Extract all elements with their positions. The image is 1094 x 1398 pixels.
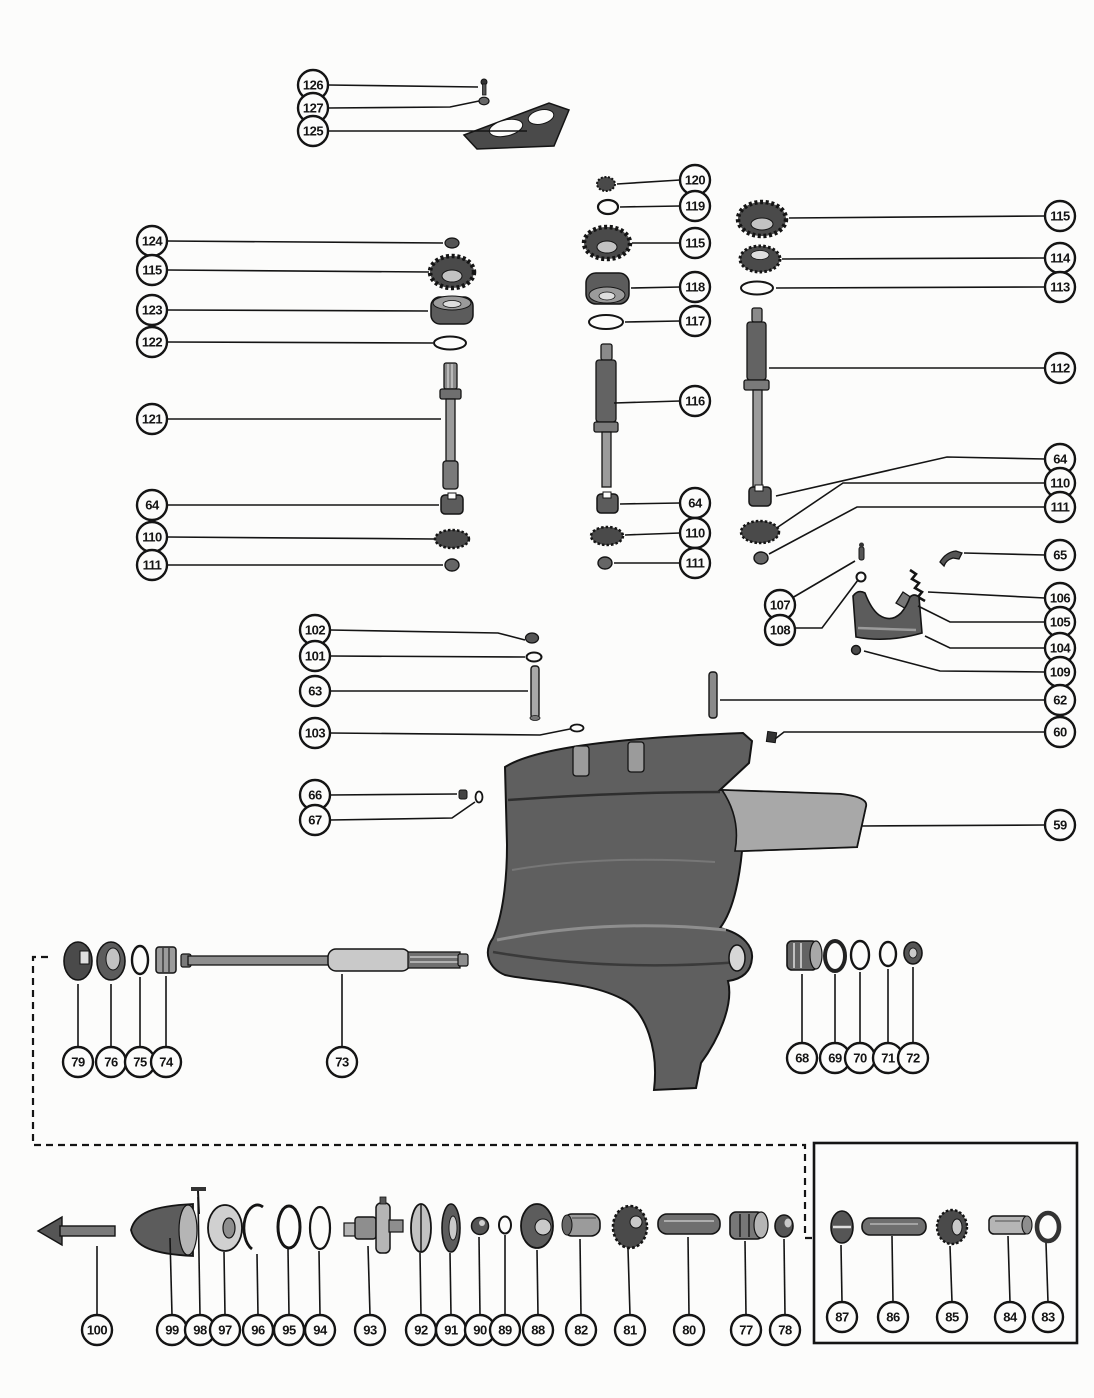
leader-line xyxy=(420,1253,421,1315)
callout-72 xyxy=(898,967,928,1073)
callout-118 xyxy=(631,272,710,302)
part-nut-center xyxy=(597,177,615,191)
callout-label: 83 xyxy=(1041,1309,1055,1325)
leader-line xyxy=(776,457,1045,496)
callout-97 xyxy=(210,1252,240,1345)
part-pin-long-inset xyxy=(862,1218,926,1235)
callout-label: 113 xyxy=(1050,279,1070,295)
callout-89 xyxy=(490,1235,520,1345)
callout-label: 64 xyxy=(688,495,702,511)
part-spring-retainer xyxy=(940,551,962,566)
callout-59 xyxy=(861,810,1075,840)
callout-label: 76 xyxy=(104,1054,118,1070)
leader-line xyxy=(918,606,1045,622)
callout-127 xyxy=(298,93,479,123)
leader-line xyxy=(620,206,680,207)
leader-line xyxy=(631,287,680,288)
leader-line xyxy=(580,1239,581,1315)
callout-label: 108 xyxy=(769,622,791,638)
leader-line xyxy=(928,592,1045,598)
callout-label: 102 xyxy=(304,622,326,638)
callout-84 xyxy=(995,1236,1025,1332)
callout-label: 97 xyxy=(218,1322,232,1338)
part-driveshaft-right xyxy=(744,308,769,487)
callout-label: 110 xyxy=(142,529,162,545)
leader-line xyxy=(167,241,443,243)
callout-122 xyxy=(137,327,433,357)
part-ring-tiny xyxy=(499,1217,511,1234)
callout-label: 112 xyxy=(1050,360,1070,376)
part-shaft-pin-long xyxy=(658,1214,720,1234)
leader-line xyxy=(892,1236,893,1302)
leader-line xyxy=(224,1252,225,1315)
callout-label: 126 xyxy=(302,77,324,93)
callout-label: 125 xyxy=(302,123,324,139)
callout-117 xyxy=(625,306,710,336)
part-oring-center xyxy=(589,315,623,329)
callout-label: 79 xyxy=(71,1054,85,1070)
callout-label: 94 xyxy=(313,1322,327,1338)
leader-line xyxy=(330,802,475,820)
part-shift-cam-bracket xyxy=(853,592,922,640)
part-pinion-nut-left xyxy=(445,238,459,248)
part-bushing-a xyxy=(562,1214,600,1236)
callout-label: 91 xyxy=(444,1322,458,1338)
part-carrier-bearing xyxy=(730,1212,768,1239)
part-thrust-washer-b xyxy=(442,1204,460,1252)
callout-67 xyxy=(300,802,475,835)
part-dowel-pin-right xyxy=(709,672,717,718)
callout-label: 115 xyxy=(685,235,705,251)
callout-label: 85 xyxy=(945,1309,959,1325)
part-detent-small xyxy=(472,1218,489,1235)
part-retainer-nut-right xyxy=(754,552,768,564)
callout-label: 62 xyxy=(1053,692,1067,708)
callout-68 xyxy=(787,974,817,1073)
callout-93 xyxy=(355,1246,385,1345)
callout-62 xyxy=(720,685,1075,715)
leader-line xyxy=(330,656,525,657)
callout-82 xyxy=(566,1239,596,1345)
callout-label: 122 xyxy=(141,334,163,350)
prop-shaft-bore xyxy=(729,945,745,971)
callout-label: 89 xyxy=(498,1322,512,1338)
callout-label: 105 xyxy=(1049,614,1071,630)
part-spacer-sleeve xyxy=(156,947,176,973)
leader-line xyxy=(167,310,428,311)
leader-line xyxy=(330,630,525,640)
callout-label: 78 xyxy=(778,1322,792,1338)
callout-60 xyxy=(775,717,1075,747)
leader-line xyxy=(841,1245,842,1302)
part-oring-left xyxy=(434,337,466,350)
callout-109 xyxy=(864,651,1075,687)
callout-label: 90 xyxy=(473,1322,487,1338)
callout-label: 87 xyxy=(835,1309,849,1325)
callout-label: 59 xyxy=(1053,817,1067,833)
part-gasket-plate xyxy=(464,103,569,149)
leader-line xyxy=(925,636,1045,648)
callout-label: 64 xyxy=(145,497,159,513)
callout-label: 123 xyxy=(141,302,163,318)
leader-line xyxy=(628,1249,630,1315)
callout-115 xyxy=(632,228,710,258)
part-washer-small xyxy=(527,653,542,662)
leader-line xyxy=(328,85,478,87)
leader-line xyxy=(330,729,570,735)
callout-label: 106 xyxy=(1049,590,1071,606)
part-prop-washer xyxy=(208,1205,242,1251)
callout-80 xyxy=(674,1237,704,1345)
callout-label: 110 xyxy=(685,525,705,541)
leader-line xyxy=(617,180,680,184)
leader-line xyxy=(1008,1236,1010,1302)
part-pinion-gear-right xyxy=(738,202,786,236)
part-screw xyxy=(481,79,487,95)
callout-115 xyxy=(137,255,429,285)
callout-96 xyxy=(243,1254,273,1345)
leader-line xyxy=(784,1239,785,1315)
callout-label: 124 xyxy=(141,233,163,249)
leader-line xyxy=(257,1254,258,1315)
callout-label: 63 xyxy=(308,683,322,699)
part-gear-right xyxy=(740,246,780,272)
callout-label: 117 xyxy=(685,313,705,329)
part-oring-a xyxy=(278,1206,300,1248)
part-vent-washer xyxy=(476,792,483,803)
part-snap-ring-front xyxy=(132,946,148,974)
part-shift-shaft-tool xyxy=(38,1217,115,1245)
callout-112 xyxy=(769,353,1075,383)
leader-line xyxy=(288,1249,289,1315)
callout-63 xyxy=(300,676,528,706)
part-pinion-gear-left xyxy=(430,256,474,288)
callout-label: 110 xyxy=(1050,475,1070,491)
callout-label: 72 xyxy=(906,1050,920,1066)
callout-103 xyxy=(300,718,570,748)
callout-label: 121 xyxy=(141,411,163,427)
callout-label: 70 xyxy=(853,1050,867,1066)
part-pinion-gear-center xyxy=(584,227,630,259)
callout-label: 116 xyxy=(685,393,705,409)
callout-label: 93 xyxy=(363,1322,377,1338)
leader-line xyxy=(167,342,433,343)
callout-64 xyxy=(620,488,710,518)
leader-line xyxy=(775,732,1045,739)
callout-64 xyxy=(776,444,1075,496)
callout-layer xyxy=(63,70,1075,1345)
callout-87 xyxy=(827,1245,857,1332)
part-gear-washer-center xyxy=(591,527,623,545)
part-oring-inset xyxy=(1037,1213,1059,1241)
callout-label: 111 xyxy=(142,557,162,573)
part-driveshaft-left xyxy=(440,363,461,489)
leader-line xyxy=(614,401,680,403)
callout-label: 67 xyxy=(308,812,322,828)
callout-label: 69 xyxy=(828,1050,842,1066)
leader-line xyxy=(1046,1243,1048,1302)
part-retainer-clip xyxy=(852,646,861,655)
callout-73 xyxy=(327,974,357,1077)
callout-64 xyxy=(137,490,439,520)
callout-label: 96 xyxy=(251,1322,265,1338)
leader-line xyxy=(330,794,457,795)
part-driveshaft-center xyxy=(594,344,618,487)
callout-116 xyxy=(614,386,710,416)
leader-line xyxy=(167,537,434,539)
callout-label: 68 xyxy=(795,1050,809,1066)
callout-85 xyxy=(937,1246,967,1332)
callout-label: 84 xyxy=(1003,1309,1017,1325)
callout-label: 66 xyxy=(308,787,322,803)
callout-86 xyxy=(878,1236,908,1332)
callout-95 xyxy=(274,1249,304,1345)
leader-line xyxy=(328,101,479,108)
callout-label: 127 xyxy=(302,100,324,116)
leader-line xyxy=(625,321,680,322)
callout-124 xyxy=(137,226,443,256)
part-seal-small xyxy=(775,1215,793,1237)
part-gear-washer-left xyxy=(435,530,469,548)
callout-label: 88 xyxy=(531,1322,545,1338)
callout-66 xyxy=(300,780,457,810)
callout-102 xyxy=(300,615,525,645)
part-vent-screw xyxy=(459,790,467,799)
callout-111 xyxy=(614,548,710,578)
leader-line xyxy=(167,270,429,272)
part-snap-ring-open xyxy=(244,1205,263,1249)
callout-92 xyxy=(406,1253,436,1345)
callout-119 xyxy=(620,191,710,221)
callout-123 xyxy=(137,295,428,325)
leader-line xyxy=(950,1246,952,1302)
part-bushing-inset xyxy=(989,1216,1032,1234)
callout-111 xyxy=(137,550,443,580)
leader-line xyxy=(620,503,680,504)
callout-113 xyxy=(776,272,1075,302)
part-thrust-hub xyxy=(64,942,92,980)
callout-label: 73 xyxy=(335,1054,349,1070)
part-ball-bearing xyxy=(521,1204,553,1248)
part-oring-b xyxy=(310,1207,330,1249)
callout-label: 118 xyxy=(685,279,705,295)
leader-line xyxy=(776,287,1045,288)
leader-line xyxy=(368,1246,370,1315)
callout-label: 111 xyxy=(685,555,705,571)
callout-label: 98 xyxy=(193,1322,207,1338)
callout-79 xyxy=(63,984,93,1077)
callout-110 xyxy=(137,522,434,552)
leader-line xyxy=(625,533,680,535)
callout-91 xyxy=(436,1253,466,1345)
callout-label: 104 xyxy=(1049,640,1071,656)
leader-line xyxy=(861,825,1045,826)
callout-label: 115 xyxy=(1050,208,1070,224)
part-bearing-center xyxy=(586,273,629,304)
callout-78 xyxy=(770,1239,800,1345)
callout-label: 71 xyxy=(881,1050,895,1066)
callout-105 xyxy=(918,606,1075,637)
callout-101 xyxy=(300,641,525,671)
part-clutch-dog-right xyxy=(749,485,771,506)
part-oring-mid xyxy=(851,941,869,969)
part-nut-small xyxy=(479,97,489,105)
part-gear-inset xyxy=(937,1210,967,1244)
leader-line xyxy=(964,553,1045,555)
callout-110 xyxy=(625,518,710,548)
part-retainer-nut-center xyxy=(598,557,612,569)
callout-65 xyxy=(964,540,1075,570)
callout-label: 81 xyxy=(623,1322,637,1338)
part-washer-center xyxy=(598,200,618,214)
anti-ventilation-plate xyxy=(722,790,866,851)
callout-label: 80 xyxy=(682,1322,696,1338)
callout-label: 109 xyxy=(1049,664,1071,680)
leader-line xyxy=(479,1237,480,1315)
part-gear-washer-right xyxy=(741,521,779,543)
leader-line xyxy=(745,1241,746,1315)
callout-70 xyxy=(845,972,875,1073)
part-propeller-shaft xyxy=(181,949,468,971)
callout-label: 95 xyxy=(282,1322,296,1338)
callout-label: 115 xyxy=(142,262,162,278)
callout-label: 107 xyxy=(769,597,791,613)
callout-label: 111 xyxy=(1050,499,1070,515)
callout-label: 75 xyxy=(133,1054,147,1070)
callout-label: 99 xyxy=(165,1322,179,1338)
leader-line xyxy=(782,258,1045,259)
leader-line xyxy=(688,1237,689,1315)
callout-107 xyxy=(765,561,855,620)
callout-label: 64 xyxy=(1053,451,1067,467)
leader-line xyxy=(198,1197,200,1315)
part-retainer-nut-left xyxy=(445,559,459,571)
callout-label: 92 xyxy=(414,1322,428,1338)
callout-81 xyxy=(615,1249,645,1345)
part-clutch-dog-left xyxy=(441,493,463,514)
part-plug-inset xyxy=(831,1211,853,1243)
part-oring-small xyxy=(880,942,896,966)
callout-100 xyxy=(82,1246,112,1345)
leader-line xyxy=(864,651,1045,672)
housing-stud-right xyxy=(628,742,644,772)
leader-line xyxy=(319,1251,320,1315)
part-locknut-small xyxy=(526,633,539,643)
housing-stud-left xyxy=(573,746,589,776)
callout-label: 114 xyxy=(1050,250,1070,266)
callout-label: 74 xyxy=(159,1054,173,1070)
callout-110 xyxy=(778,468,1075,527)
leader-line xyxy=(794,580,858,628)
part-cam-shaft xyxy=(344,1197,403,1253)
callout-76 xyxy=(96,984,126,1077)
callout-label: 100 xyxy=(86,1322,108,1338)
part-detent-pin xyxy=(859,543,864,561)
part-clutch-dog-center xyxy=(597,492,618,513)
part-needle-bearing xyxy=(787,941,822,970)
callout-label: 103 xyxy=(304,725,326,741)
callout-label: 120 xyxy=(684,172,706,188)
callout-121 xyxy=(137,404,441,434)
leader-line xyxy=(778,483,1045,527)
callout-label: 82 xyxy=(574,1322,588,1338)
part-propeller-hub-cone xyxy=(131,1204,197,1256)
callout-83 xyxy=(1033,1243,1063,1332)
leader-line xyxy=(769,507,1045,554)
leader-line xyxy=(792,561,855,598)
leader-line xyxy=(789,216,1045,218)
part-thrust-washer-a xyxy=(411,1204,431,1252)
callout-114 xyxy=(782,243,1075,273)
callout-label: 101 xyxy=(304,648,326,664)
part-oring-right xyxy=(741,282,773,295)
callout-74 xyxy=(151,976,181,1077)
callout-115 xyxy=(789,201,1075,231)
callout-77 xyxy=(731,1241,761,1345)
part-reverse-gear xyxy=(613,1206,647,1248)
callout-label: 77 xyxy=(739,1322,753,1338)
part-plug-small xyxy=(766,731,776,742)
callout-94 xyxy=(305,1251,335,1345)
part-bearing-left xyxy=(431,296,473,324)
part-clip-small xyxy=(571,725,584,732)
leader-line xyxy=(537,1250,538,1315)
part-bearing-front xyxy=(97,942,125,980)
callout-label: 60 xyxy=(1053,724,1067,740)
gear-housing xyxy=(488,733,866,1090)
callout-label: 86 xyxy=(886,1309,900,1325)
callout-126 xyxy=(298,70,478,100)
leader-line xyxy=(450,1253,451,1315)
callout-88 xyxy=(523,1250,553,1345)
part-dowel-pin-left xyxy=(530,666,540,721)
callout-label: 119 xyxy=(685,198,705,214)
part-oring-thick xyxy=(825,941,845,971)
part-oil-seal xyxy=(904,942,922,964)
callout-label: 65 xyxy=(1053,547,1067,563)
